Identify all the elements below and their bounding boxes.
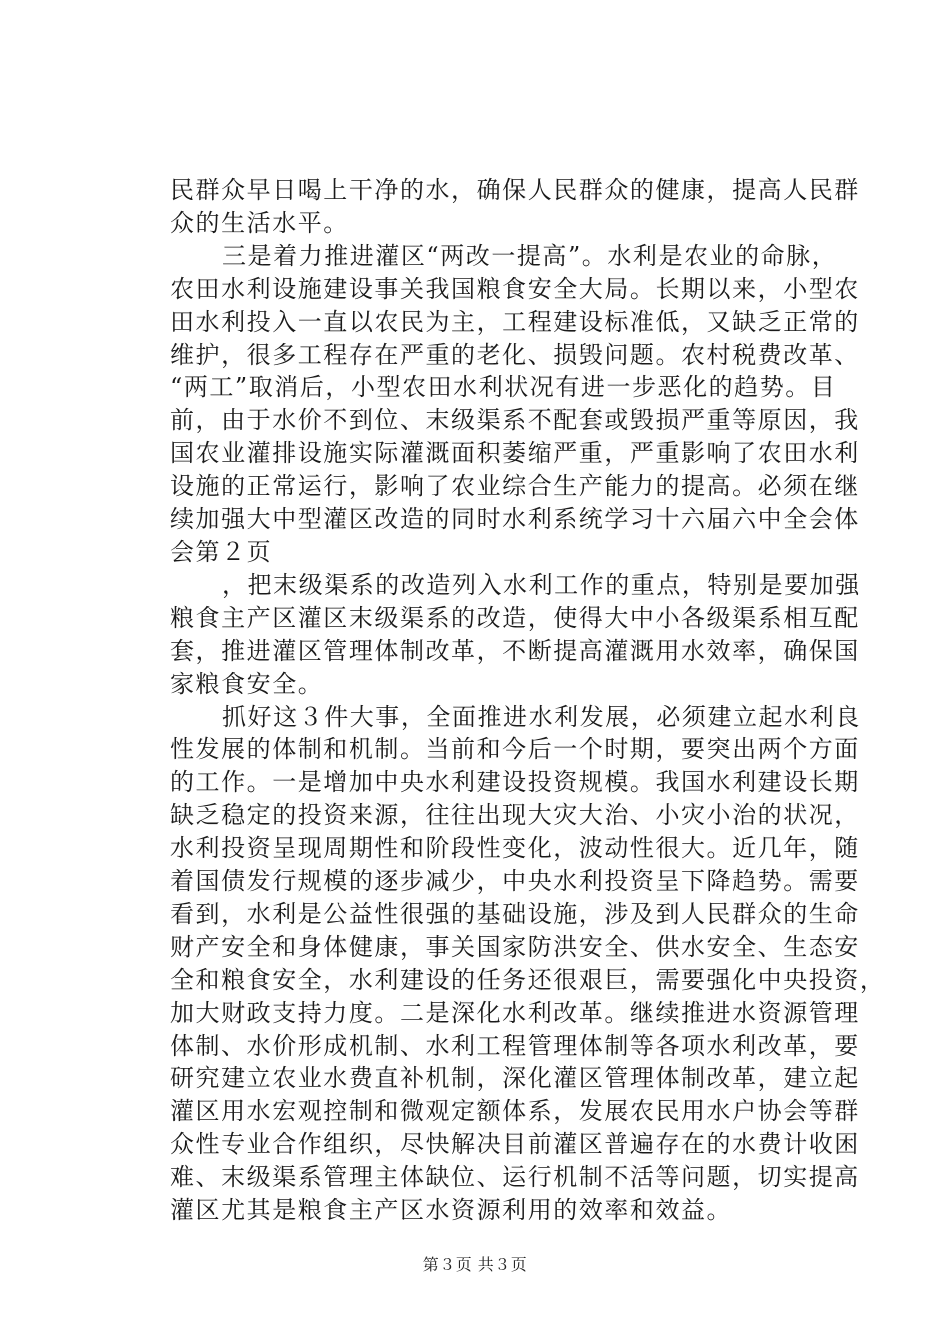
text-line: 看到，水利是公益性很强的基础设施，涉及到人民群众的生命 <box>170 899 860 928</box>
text-line: 着国债发行规模的逐步减少，中央水利投资呈下降趋势。需要 <box>170 867 860 896</box>
text-line: 灌区尤其是粮食主产区水资源利用的效率和效益。 <box>170 1196 733 1225</box>
text-line: 续加强大中型灌区改造的同时水利系统学习十六届六中全会体 <box>170 505 860 534</box>
text-line: 体制、水价形成机制、水利工程管理体制等各项水利改革，要 <box>170 1031 860 1060</box>
text-line: 加大财政支持力度。二是深化水利改革。继续推进水资源管理 <box>170 998 860 1027</box>
document-body <box>170 174 886 1227</box>
text-line: 田水利投入一直以农民为主，工程建设标准低，又缺乏正常的 <box>170 307 860 336</box>
page-footer <box>0 1252 950 1275</box>
text-line: 水利投资呈现周期性和阶段性变化，波动性很大。近几年，随 <box>170 834 860 863</box>
text-line: 的工作。一是增加中央水利建设投资规模。我国水利建设长期 <box>170 768 860 797</box>
text-line: 前，由于水价不到位、末级渠系不配套或毁损严重等原因，我 <box>170 406 860 435</box>
text-line: 民群众早日喝上干净的水，确保人民群众的健康，提高人民群 <box>170 176 860 204</box>
text-line: 灌区用水宏观控制和微观定额体系，发展农民用水户协会等群 <box>170 1097 860 1126</box>
text-line: 粮食主产区灌区末级渠系的改造，使得大中小各级渠系相互配 <box>170 603 860 632</box>
text-line: 农田水利设施建设事关我国粮食安全大局。长期以来，小型农 <box>170 274 860 303</box>
text-line: 家粮食安全。 <box>170 669 324 698</box>
page-number-label: 第３页 共３页 <box>422 1255 528 1274</box>
text-line: 难、末级渠系管理主体缺位、运行机制不活等问题，切实提高 <box>170 1163 860 1192</box>
text-line: 套，推进灌区管理体制改革，不断提高灌溉用水效率，确保国 <box>170 636 860 665</box>
text-line: 财产安全和身体健康，事关国家防洪安全、供水安全、生态安 <box>170 932 860 961</box>
text-line: 研究建立农业水费直补机制，深化灌区管理体制改革，建立起 <box>170 1064 860 1093</box>
text-line: 维护，很多工程存在严重的老化、损毁问题。农村税费改革、 <box>170 340 860 369</box>
text-line: 会第２页 <box>170 537 273 566</box>
text-line: 三是着力推进灌区“两改一提高”。水利是农业的命脉， <box>222 241 838 270</box>
text-line: 国农业灌排设施实际灌溉面积萎缩严重，严重影响了农田水利 <box>170 439 860 468</box>
text-line: 性发展的体制和机制。当前和今后一个时期，要突出两个方面 <box>170 735 860 764</box>
text-line: 全和粮食安全，水利建设的任务还很艰巨，需要强化中央投资， <box>170 965 886 994</box>
text-line: 缺乏稳定的投资来源，往往出现大灾大治、小灾小治的状况， <box>170 801 860 830</box>
text-line: 众的生活水平。 <box>170 208 349 237</box>
text-line: 设施的正常运行，影响了农业综合生产能力的提高。必须在继 <box>170 472 860 501</box>
text-line: 抓好这３件大事，全面推进水利发展，必须建立起水利良 <box>222 702 861 731</box>
text-line: 众性专业合作组织，尽快解决目前灌区普遍存在的水费计收困 <box>170 1130 860 1159</box>
text-line: “两工”取消后，小型农田水利状况有进一步恶化的趋势。目 <box>170 373 837 402</box>
text-line: ，把末级渠系的改造列入水利工作的重点，特别是要加强 <box>222 570 861 599</box>
